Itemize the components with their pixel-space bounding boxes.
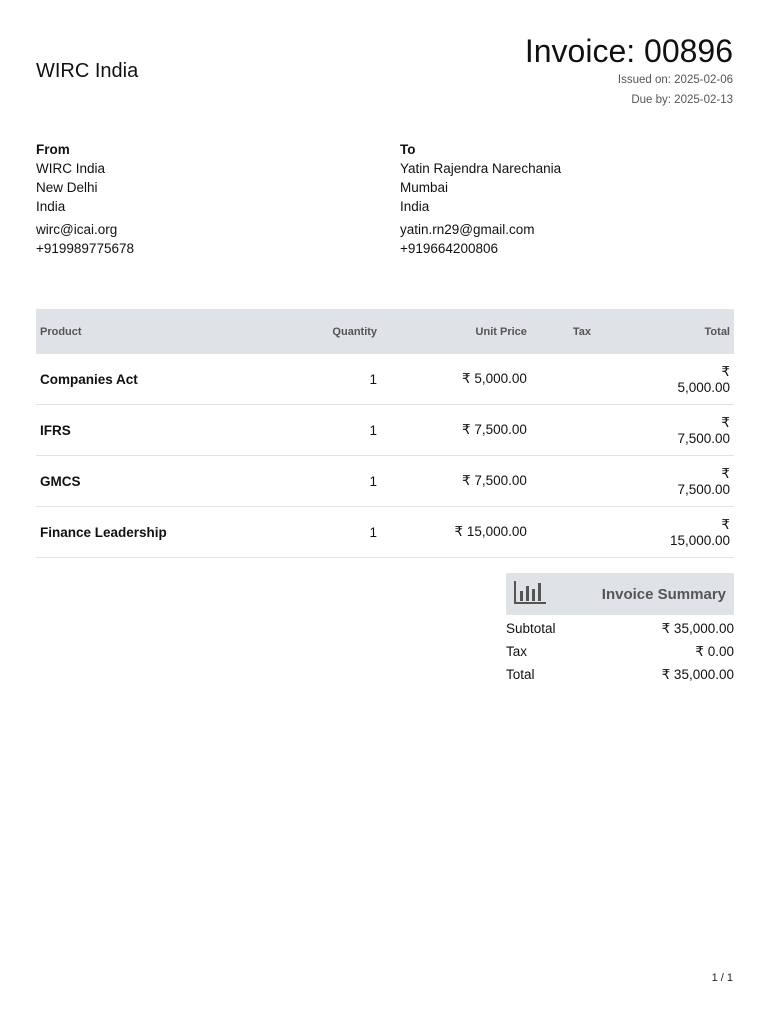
table-row	[36, 456, 734, 507]
summary-label: Subtotal	[506, 621, 556, 636]
total-cell: ₹ 7,500.00	[666, 405, 734, 456]
product-cell: IFRS	[36, 405, 274, 456]
from-email: wirc@icai.org	[36, 222, 118, 237]
table-row	[36, 354, 734, 405]
header-unit-price: Unit Price	[475, 325, 527, 338]
bar-chart-icon	[514, 581, 546, 605]
to-heading: To	[400, 142, 416, 157]
product-cell: GMCS	[36, 456, 274, 507]
from-line: India	[36, 199, 66, 214]
summary-row-subtotal	[506, 617, 734, 640]
from-heading: From	[36, 142, 70, 157]
total-cell: ₹ 5,000.00	[666, 354, 734, 405]
page-number: 1 / 1	[711, 972, 733, 984]
line-items-table	[36, 309, 734, 558]
summary-value: ₹ 35,000.00	[661, 621, 734, 636]
from-block	[36, 140, 134, 258]
tax-cell	[531, 354, 666, 405]
summary-label: Tax	[506, 644, 528, 659]
total-cell: ₹ 7,500.00	[666, 456, 734, 507]
quantity-cell: 1	[274, 354, 381, 405]
tax-cell	[531, 507, 666, 558]
summary-row-tax	[506, 640, 734, 663]
table-header-row	[36, 309, 734, 354]
from-line: WIRC India	[36, 161, 106, 176]
quantity-cell: 1	[274, 507, 381, 558]
due-date: Due by: 2025-02-13	[631, 94, 733, 106]
to-line: Yatin Rajendra Narechania	[400, 161, 562, 176]
to-block	[400, 140, 561, 258]
from-phone: +919989775678	[36, 241, 134, 256]
invoice-header	[525, 32, 733, 110]
quantity-cell: 1	[274, 456, 381, 507]
to-line: Mumbai	[400, 180, 449, 195]
header-quantity: Quantity	[332, 325, 378, 338]
summary-rows	[506, 617, 734, 686]
table-row	[36, 405, 734, 456]
invoice-title: Invoice: 00896	[524, 33, 733, 69]
company-name: WIRC India	[36, 60, 139, 82]
summary-label: Total	[506, 667, 535, 682]
summary-row-total	[506, 663, 734, 686]
product-cell: Finance Leadership	[36, 507, 274, 558]
unit-price-cell: ₹ 7,500.00	[381, 405, 531, 456]
issued-date: Issued on: 2025-02-06	[617, 74, 733, 86]
summary-title: Invoice Summary	[601, 586, 726, 603]
tax-cell	[531, 456, 666, 507]
table-row	[36, 507, 734, 558]
summary-header	[506, 573, 734, 615]
to-email: yatin.rn29@gmail.com	[400, 222, 535, 237]
invoice-summary	[506, 573, 734, 686]
unit-price-cell: ₹ 7,500.00	[381, 456, 531, 507]
summary-value: ₹ 35,000.00	[661, 667, 734, 682]
summary-value: ₹ 0.00	[695, 644, 734, 659]
to-line: India	[400, 199, 430, 214]
quantity-cell: 1	[274, 405, 381, 456]
header-tax: Tax	[572, 325, 592, 338]
from-line: New Delhi	[36, 180, 98, 195]
total-cell: ₹ 15,000.00	[666, 507, 734, 558]
header-total: Total	[704, 325, 730, 338]
header-product: Product	[40, 325, 82, 338]
to-phone: +919664200806	[400, 241, 498, 256]
unit-price-cell: ₹ 5,000.00	[381, 354, 531, 405]
tax-cell	[531, 405, 666, 456]
invoice-dates	[525, 70, 733, 110]
product-cell: Companies Act	[36, 354, 274, 405]
unit-price-cell: ₹ 15,000.00	[381, 507, 531, 558]
